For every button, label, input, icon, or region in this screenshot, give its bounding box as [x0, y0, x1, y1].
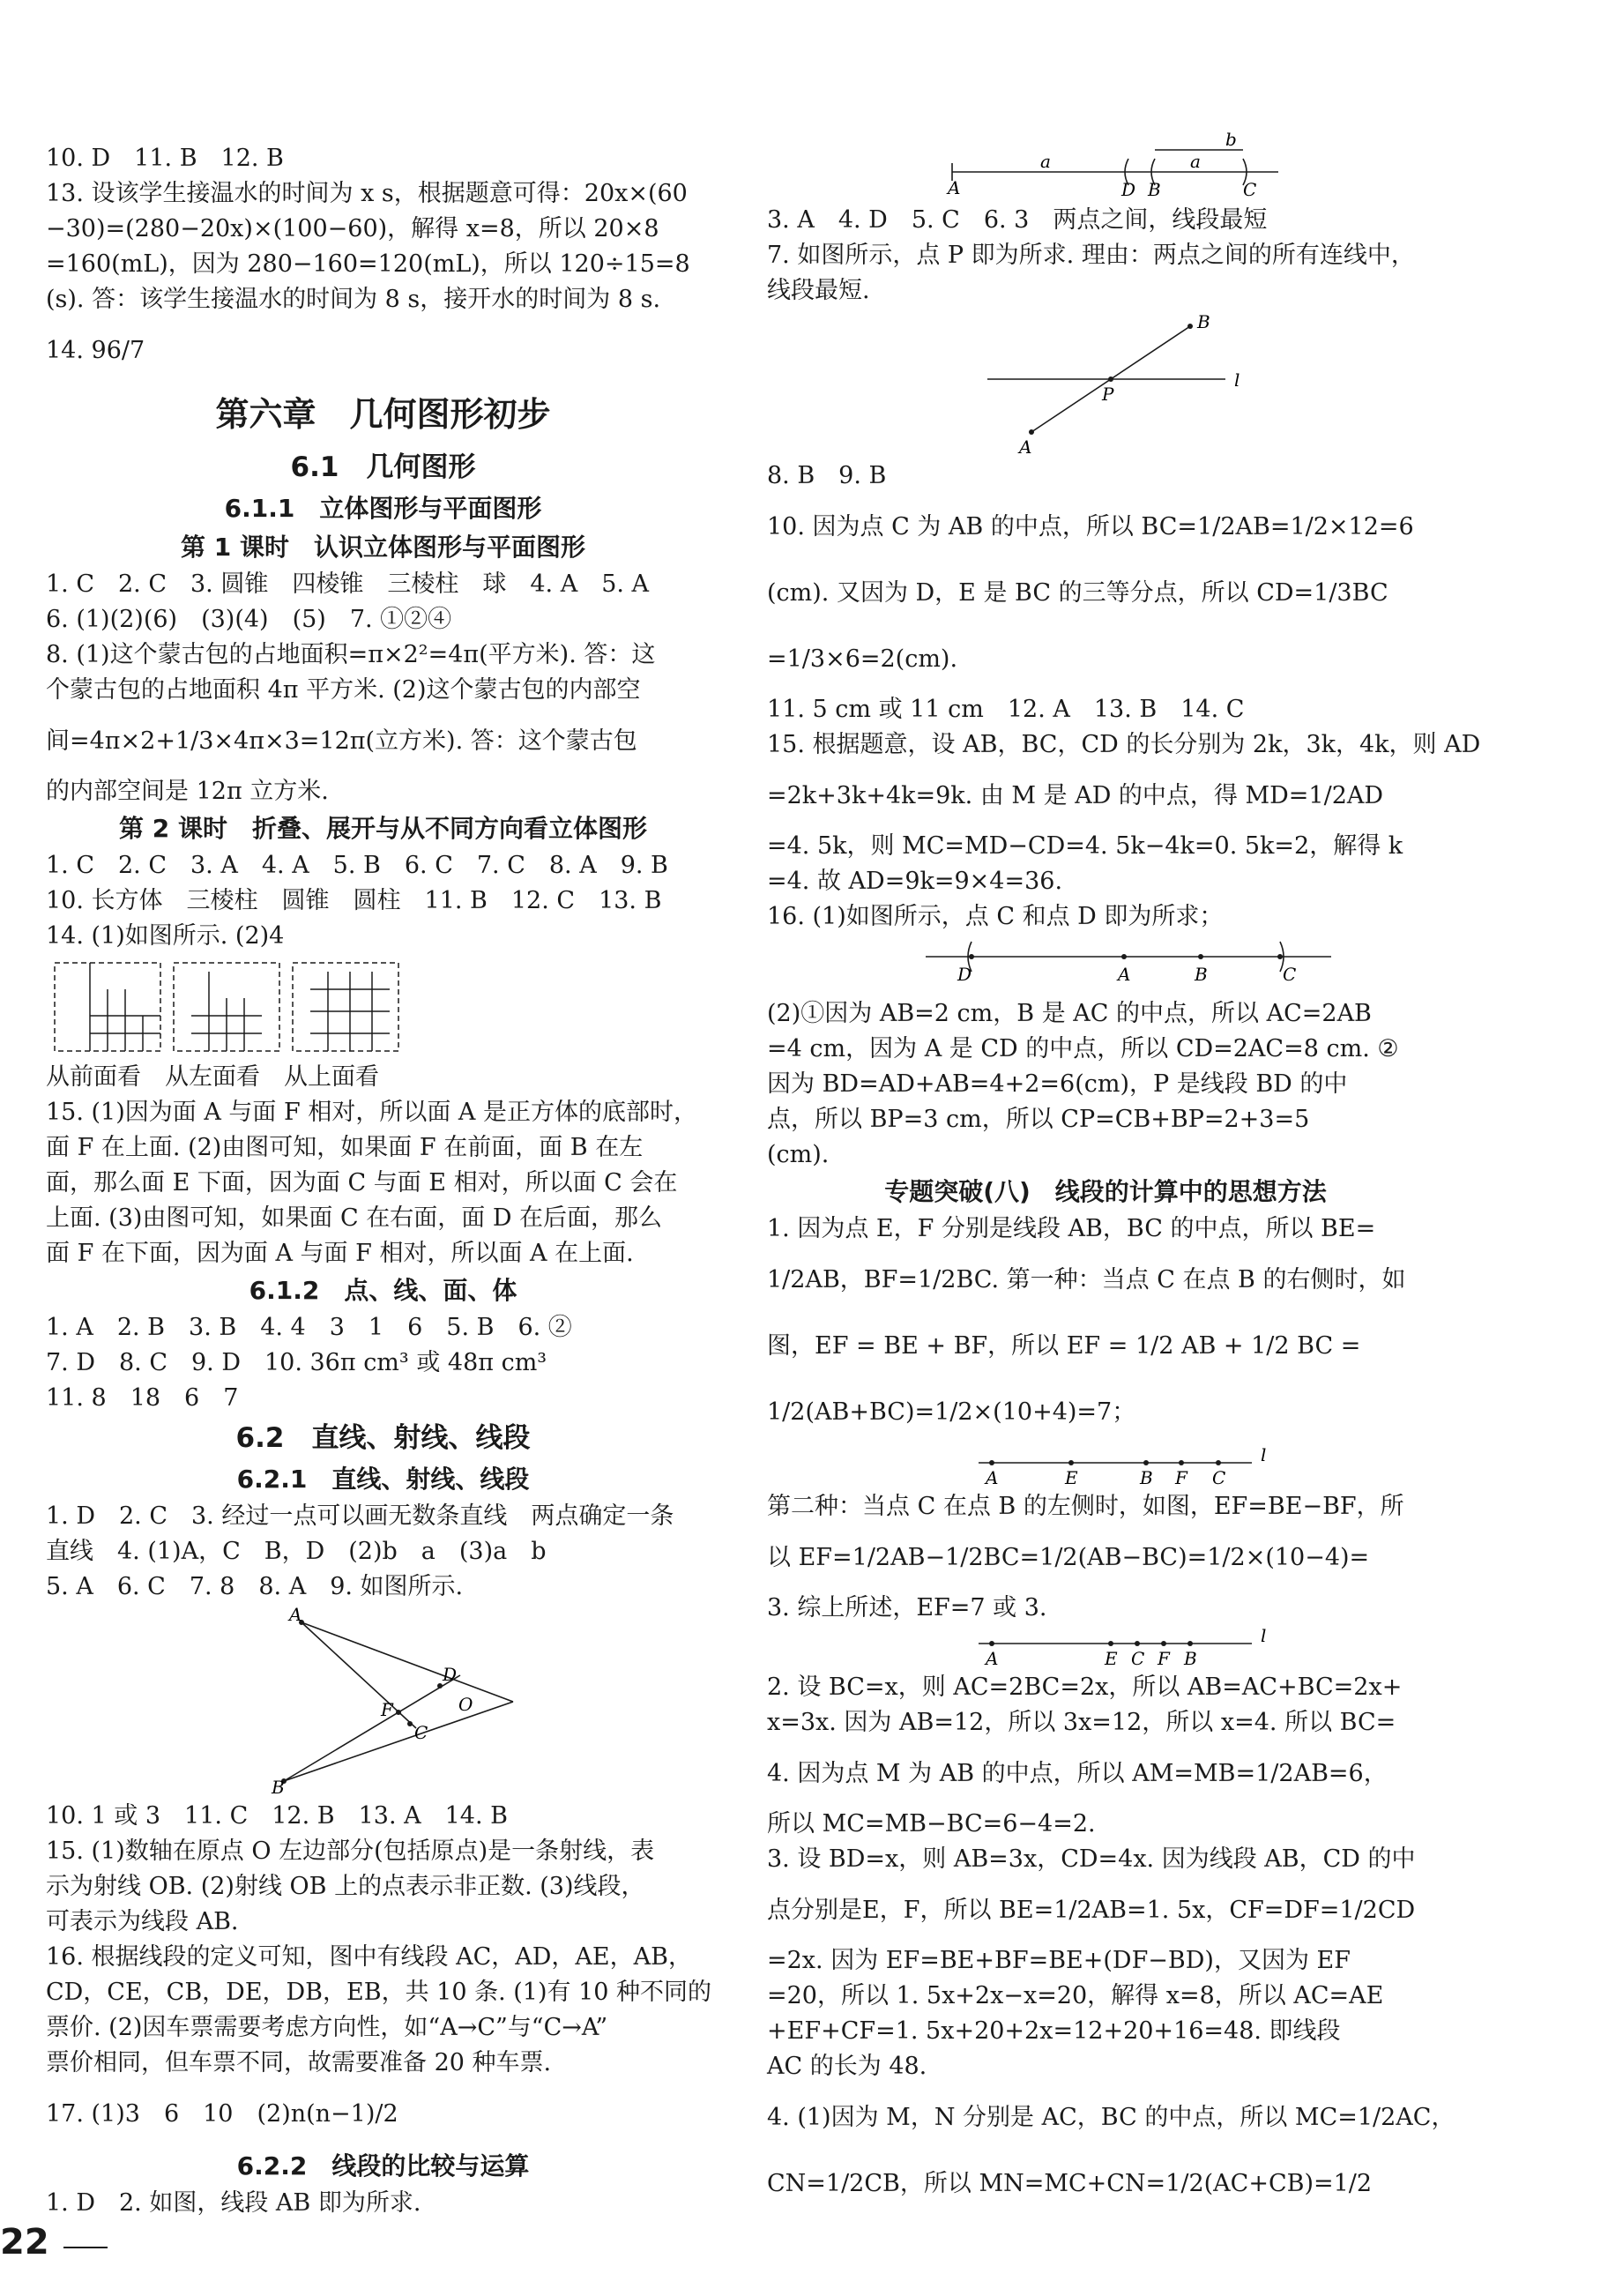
text-line: 面，那么面 E 下面，因为面 C 与面 E 相对，所以面 C 会在 — [46, 1169, 678, 1196]
figt1b-label: C — [1131, 1648, 1145, 1669]
text-line: (2)①因为 AB=2 cm，B 是 AC 的中点，所以 AC=2AB — [767, 1000, 1372, 1027]
fig16-label: C — [1283, 964, 1297, 985]
fig622-label: C — [1243, 179, 1257, 200]
text-line: 票价. (2)因车票需要考虑方向性，如“A→C”与“C→A” — [46, 2014, 608, 2041]
text-line: x=3x. 因为 AB=12，所以 3x=12，所以 x=4. 所以 BC= — [767, 1709, 1396, 1736]
text-line: 票价相同，但车票不同，故需要准备 20 种车票. — [46, 2049, 552, 2076]
text-line: 3. 综上所述，EF=7 或 3. — [767, 1594, 1047, 1621]
figure-9 — [46, 1605, 720, 1799]
fig16-label: B — [1195, 964, 1208, 985]
text-line: =4. 故 AD=9k=9×4=36. — [767, 868, 1063, 895]
fig7-label: l — [1234, 369, 1240, 391]
text-line: 10. 1 或 3 11. C 12. B 13. A 14. B — [46, 1802, 508, 1830]
figt1a-label: B — [1140, 1467, 1153, 1488]
text-line: 面 F 在下面，因为面 A 与面 F 相对，所以面 A 在上面. — [46, 1240, 634, 1267]
text-line: +EF+CF=1. 5x+20+2x=12+20+16=48. 即线段 — [767, 2017, 1341, 2045]
text-line: 所以 MC=MB−BC=6−4=2. — [767, 1810, 1096, 1838]
fig9-label: D — [443, 1664, 458, 1685]
figt1a-label: l — [1261, 1445, 1267, 1465]
text-line: −30)=(280−20x)×(100−60)，解得 x=8，所以 20×8 — [46, 215, 659, 242]
figt1b-label: E — [1105, 1648, 1118, 1669]
text-line: 个蒙古包的占地面积 4π 平方米. (2)这个蒙古包的内部空 — [46, 676, 641, 704]
figt1a-label: A — [986, 1467, 999, 1488]
figure-7 — [767, 309, 1444, 458]
text-line: 15. (1)数轴在原点 O 左边部分(包括原点)是一条射线，表 — [46, 1838, 655, 1865]
section-title: 6.2 直线、射线、线段 — [235, 1422, 531, 1454]
fig16-label: A — [1118, 964, 1131, 985]
text-line: 5. A 6. C 7. 8 8. A 9. 如图所示. — [46, 1573, 464, 1600]
fig622-label: B — [1148, 179, 1161, 200]
text-line: 2. 设 BC=x，则 AC=2BC=2x，所以 AB=AC+BC=2x+ — [767, 1674, 1403, 1701]
text-line: 3. 设 BD=x，则 AB=3x，CD=4x. 因为线段 AB，CD 的中 — [767, 1845, 1416, 1873]
figure-t1a — [767, 1445, 1444, 1489]
text-line: 11. 5 cm 或 11 cm 12. A 13. B 14. C — [767, 696, 1245, 723]
text-line: (cm). 又因为 D，E 是 BC 的三等分点，所以 CD=1/3BC — [767, 579, 1388, 607]
fig7-label: A — [1019, 436, 1032, 458]
figure-16 — [767, 935, 1444, 996]
three-views-figure — [46, 954, 416, 1060]
text-line: AC 的长为 48. — [767, 2053, 927, 2080]
text-line: =4 cm，因为 A 是 CD 的中点，所以 CD=2AC=8 cm. ② — [767, 1035, 1399, 1062]
text-line: 1/2(AB+BC)=1/2×(10+4)=7； — [767, 1398, 1136, 1426]
subsection-title: 6.2.1 直线、射线、线段 — [236, 1465, 530, 1494]
text-line: 图，EF = BE + BF，所以 EF = 1/2 AB + 1/2 BC = — [767, 1332, 1361, 1360]
figt1a-label: F — [1175, 1467, 1187, 1488]
left-column — [46, 141, 720, 2221]
text-line: 4. 因为点 M 为 AB 的中点，所以 AM=MB=1/2AB=6， — [767, 1760, 1388, 1787]
text-line: 1. D 2. C 3. 经过一点可以画无数条直线 两点确定一条 — [46, 1502, 674, 1530]
text-line: 6. (1)(2)(6) (3)(4) (5) 7. ①②④ — [46, 606, 452, 633]
chapter-title: 第六章 几何图形初步 — [215, 395, 551, 434]
text-line: (s). 答：该学生接温水的时间为 8 s，接开水的时间为 8 s. — [46, 286, 661, 313]
fig622-label: a — [1040, 151, 1051, 172]
text-line: 15. (1)因为面 A 与面 F 相对，所以面 A 是正方体的底部时， — [46, 1099, 697, 1126]
text-line: (cm). — [767, 1141, 830, 1168]
figt1b-label: l — [1261, 1626, 1267, 1646]
text-line: 1. D 2. 如图，线段 AB 即为所求. — [46, 2189, 421, 2217]
text-line: 第二种：当点 C 在点 B 的左侧时，如图，EF=BE−BF，所 — [767, 1493, 1404, 1520]
text-line: =160(mL)，因为 280−160=120(mL)，所以 120÷15=8 — [46, 250, 690, 278]
lesson-title: 第 2 课时 折叠、展开与从不同方向看立体图形 — [119, 814, 647, 843]
lesson-title: 第 1 课时 认识立体图形与平面图形 — [181, 533, 585, 562]
text-line: 8. B 9. B — [767, 462, 887, 489]
text-line: 11. 8 18 6 7 — [46, 1384, 239, 1412]
fig622-label: A — [948, 177, 961, 198]
text-line: =20，所以 1. 5x+2x−x=20，解得 x=8，所以 AC=AE — [767, 1982, 1384, 2009]
text-line: 16. 根据线段的定义可知，图中有线段 AC，AD，AE，AB， — [46, 1943, 692, 1971]
text-line: 3. A 4. D 5. C 6. 3 两点之间，线段最短 — [767, 206, 1268, 234]
text-line: 面 F 在上面. (2)由图可知，如果面 F 在前面，面 B 在左 — [46, 1134, 644, 1161]
text-line: =4. 5k，则 MC=MD−CD=4. 5k−4k=0. 5k=2，解得 k — [767, 832, 1403, 860]
subsection-title: 6.1.1 立体图形与平面图形 — [224, 494, 542, 523]
text-line: 示为射线 OB. (2)射线 OB 上的点表示非正数. (3)线段， — [46, 1873, 645, 1900]
text-line: 1/2AB，BF=1/2BC. 第一种：当点 C 在点 B 的右侧时，如 — [767, 1266, 1406, 1293]
figt1a-label: E — [1065, 1467, 1078, 1488]
text-line: 7. 如图所示，点 P 即为所求. 理由：两点之间的所有连线中， — [767, 242, 1415, 269]
text-line: 15. 根据题意，设 AB，BC，CD 的长分别为 2k，3k，4k，则 AD — [767, 731, 1481, 758]
text-line: 间=4π×2+1/3×4π×3=12π(立方米). 答：这个蒙古包 — [46, 727, 637, 755]
text-line: =2x. 因为 EF=BE+BF=BE+(DF−BD)，又因为 EF — [767, 1947, 1351, 1974]
text-line: 7. D 8. C 9. D 10. 36π cm³ 或 48π cm³ — [46, 1349, 547, 1376]
text-line: 上面. (3)由图可知，如果面 C 在右面，面 D 在后面，那么 — [46, 1204, 663, 1232]
text-line: 直线 4. (1)A，C B，D (2)b a (3)a b — [46, 1538, 547, 1565]
text-line: 以 EF=1/2AB−1/2BC=1/2(AB−BC)=1/2×(10−4)= — [767, 1544, 1370, 1571]
figt1a-label: C — [1212, 1467, 1226, 1488]
topic-title: 专题突破(八) 线段的计算中的思想方法 — [884, 1177, 1327, 1206]
text-line: 4. (1)因为 M，N 分别是 AC，BC 的中点，所以 MC=1/2AC， — [767, 2104, 1455, 2131]
figure-caption: 从前面看 从左面看 从上面看 — [46, 1063, 379, 1091]
text-line: =1/3×6=2(cm). — [767, 645, 958, 673]
text-line: 14. (1)如图所示. (2)4 — [46, 922, 285, 950]
text-line: 16. (1)如图所示，点 C 和点 D 即为所求； — [767, 903, 1224, 930]
text-line: 10. 因为点 C 为 AB 的中点，所以 BC=1/2AB=1/2×12=6 — [767, 513, 1414, 540]
text-line: 因为 BD=AD+AB=4+2=6(cm)，P 是线段 BD 的中 — [767, 1070, 1348, 1098]
fig9-label: O — [458, 1694, 473, 1715]
fig7-label: P — [1102, 384, 1114, 405]
text-line: 的内部空间是 12π 立方米. — [46, 778, 329, 805]
text-line: 线段最短. — [767, 277, 870, 304]
text-line: 1. A 2. B 3. B 4. 4 3 1 6 5. B 6. ② — [46, 1314, 572, 1341]
fig622-label: D — [1121, 179, 1136, 200]
text-line: 10. 长方体 三棱柱 圆锥 圆柱 11. B 12. C 13. B — [46, 887, 662, 914]
figt1b-label: B — [1184, 1648, 1197, 1669]
fig9-label: B — [272, 1777, 285, 1798]
text-line: 13. 设该学生接温水的时间为 x s，根据题意可得：20x×(60 — [46, 180, 688, 207]
fig7-label: B — [1197, 311, 1210, 332]
fig9-label: C — [414, 1722, 428, 1743]
page-number: 22 — [0, 2222, 49, 2262]
text-line: 10. D 11. B 12. B — [46, 145, 284, 172]
text-line: 8. (1)这个蒙古包的占地面积=π×2²=4π(平方米). 答：这 — [46, 641, 656, 668]
text-line: CN=1/2CB，所以 MN=MC+CN=1/2(AC+CB)=1/2 — [767, 2170, 1373, 2197]
subsection-title: 6.2.2 线段的比较与运算 — [236, 2151, 530, 2180]
text-line: 点，所以 BP=3 cm，所以 CP=CB+BP=2+3=5 — [767, 1106, 1310, 1133]
figure-t1b — [767, 1626, 1444, 1670]
text-line: 可表示为线段 AB. — [46, 1908, 239, 1935]
fig16-label: D — [957, 964, 972, 985]
fig9-label: A — [289, 1605, 302, 1625]
section-title: 6.1 几何图形 — [290, 451, 476, 483]
text-line: 点分别是E，F，所以 BE=1/2AB=1. 5x，CF=DF=1/2CD — [767, 1897, 1416, 1924]
text-line: 1. C 2. C 3. A 4. A 5. B 6. C 7. C 8. A 9. B — [46, 852, 668, 879]
text-line: 14. 96/7 — [46, 337, 145, 364]
text-line: 17. (1)3 6 10 (2)n(n−1)/2 — [46, 2100, 398, 2128]
right-column — [767, 132, 1481, 2217]
text-line: CD，CE，CB，DE，DB，EB，共 10 条. (1)有 10 种不同的 — [46, 1979, 712, 2006]
fig622-label: a — [1190, 151, 1201, 172]
figt1b-label: A — [986, 1648, 999, 1669]
subsection-title: 6.1.2 点、线、面、体 — [249, 1276, 517, 1305]
figure-6-2-2 — [767, 132, 1444, 203]
text-line: 1. 因为点 E，F 分别是线段 AB，BC 的中点，所以 BE= — [767, 1215, 1376, 1242]
page-number-rule — [63, 2247, 108, 2248]
fig622-label: b — [1225, 132, 1237, 150]
text-line: =2k+3k+4k=9k. 由 M 是 AD 的中点，得 MD=1/2AD — [767, 782, 1384, 809]
figt1b-label: F — [1158, 1648, 1170, 1669]
fig9-label: F — [381, 1699, 393, 1720]
text-line: 1. C 2. C 3. 圆锥 四棱锥 三棱柱 球 4. A 5. A — [46, 570, 650, 598]
